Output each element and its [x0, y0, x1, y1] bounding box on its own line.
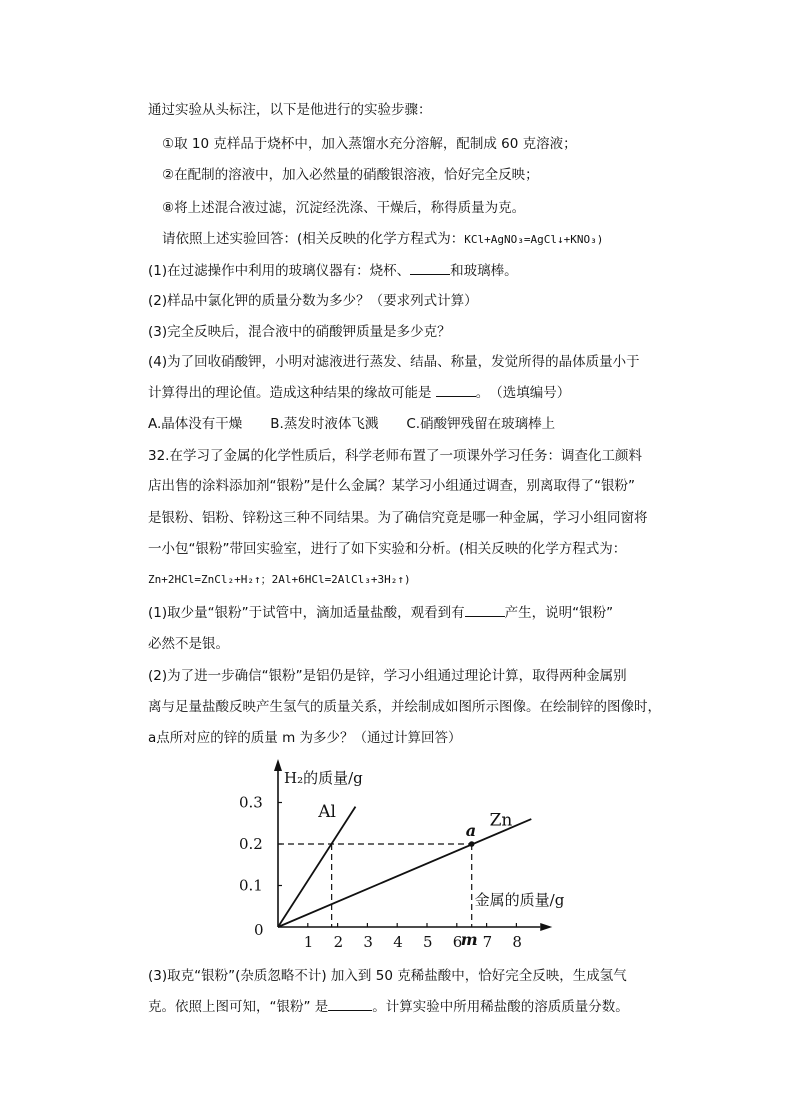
question-32-1-text-a: (1)取少量“银粉”于试管中，滴加适量盐酸，观看到有 [148, 605, 465, 621]
point-a-label: a [465, 821, 477, 840]
series-label-al: Al [318, 802, 336, 823]
answer-blank-32-3[interactable] [328, 997, 372, 1011]
y-tick-label: 0.3 [239, 793, 263, 812]
instruction-equation: KCl+AgNO₃=AgCl↓+KNO₃) [464, 233, 604, 246]
x-tick-label: 4 [393, 933, 403, 951]
question-3: (3)完全反映后，混合液中的硝酸钾质量是多少克？ [148, 324, 451, 340]
question-1-text-a: (1)在过滤操作中利用的玻璃仪器有：烧杯、 [148, 263, 411, 279]
x-tick-label: 3 [363, 933, 373, 951]
y-tick-label: 0.2 [239, 835, 263, 853]
step-1: ①取 10 克样品于烧杯中，加入蒸馏水充分溶解，配制成 60 克溶液； [162, 136, 577, 152]
question-32-2-line-2: 离与足量盐酸反映产生氢气的质量关系，并绘制成如图所示图像。在绘制锌的图像时， [148, 699, 661, 715]
y-tick-label: 0.1 [239, 876, 263, 895]
question-32-3-text-a: 克。依照上图可知，“银粉” 是 [148, 999, 329, 1015]
x-tick-label: 5 [423, 933, 433, 951]
question-2: (2)样品中氯化钾的质量分数为多少？（要求列式计算） [148, 293, 478, 309]
question-1-text-b: 和玻璃棒。 [450, 263, 518, 279]
hydrogen-mass-chart [0, 757, 790, 957]
question-32-3-line-2 [148, 997, 629, 1017]
m-label: m [460, 930, 478, 949]
problem-32-equations: Zn+2HCl=ZnCl₂+H₂↑；2Al+6HCl=2AlCl₃+3H₂↑) [148, 573, 411, 586]
question-4-line-2 [148, 383, 570, 403]
problem-32-line-4: 一小包“银粉”带回实验室，进行了如下实验和分析。(相关反映的化学方程式为： [148, 541, 627, 557]
problem-32-line-3: 是银粉、铝粉、锌粉这三种不同结果。为了确信究竟是哪一种金属，学习小组同窗将 [148, 510, 648, 526]
question-32-2-line-3: a点所对应的锌的质量 m 为多少？（通过计算回答） [148, 730, 462, 746]
series-label-zn: Zn [489, 810, 513, 831]
x-axis-label: 金属的质量/g [474, 891, 565, 909]
instruction-line [162, 229, 603, 250]
option-a: A.晶体没有干燥 [148, 416, 243, 432]
question-32-3-text-b: 。计算实验中所用稀盐酸的溶质质量分数。 [372, 999, 629, 1015]
question-4-text-b: 。 （选填编号） [475, 385, 571, 401]
x-tick-label: 6 [452, 933, 463, 951]
x-tick-label: 2 [333, 933, 344, 951]
problem-32-line-1: 32.在学习了金属的化学性质后，科学老师布置了一项课外学习任务：调查化工颜料 [148, 448, 642, 464]
instruction-text: 请依照上述实验回答：(相关反映的化学方程式为： [162, 231, 465, 247]
answer-blank-4[interactable] [436, 383, 476, 397]
y-axis-label: H₂的质量/g [284, 769, 363, 787]
question-32-1-line-2: 必然不是银。 [148, 636, 229, 652]
origin-label: 0 [254, 921, 264, 939]
question-1 [148, 261, 518, 281]
series-line-al [278, 807, 355, 927]
x-tick-label: 7 [482, 933, 493, 951]
step-2: ②在配制的溶液中，加入必然量的硝酸银溶液，恰好完全反映； [162, 167, 539, 183]
question-32-1-text-b: 产生，说明“银粉” [504, 605, 614, 621]
question-4-line-1: (4)为了回收硝酸钾，小明对滤液进行蒸发、结晶、称量，发觉所得的晶体质量小于 [148, 354, 640, 370]
question-32-3-line-1: (3)取克“银粉”(杂质忽略不计) 加入到 50 克稀盐酸中，恰好完全反映，生成氢气 [148, 968, 627, 984]
answer-blank-32-1[interactable] [465, 603, 505, 617]
question-4-options [148, 414, 555, 434]
option-b: B.蒸发时液体飞溅 [270, 416, 379, 432]
x-tick-label: 8 [512, 933, 522, 951]
x-tick-label: 1 [303, 933, 314, 951]
answer-blank-1[interactable] [410, 261, 450, 275]
option-c: C.硝酸钾残留在玻璃棒上 [406, 416, 556, 432]
series-line-zn [278, 819, 531, 927]
intro-line: 通过实验从头标注，以下是他进行的实验步骤： [148, 102, 432, 118]
point-a [469, 841, 475, 847]
question-32-1 [148, 603, 613, 623]
problem-32-line-2: 店出售的涂料添加剂“银粉”是什么金属？某学习小组通过调查，别离取得了“银粉” [148, 478, 635, 494]
step-3: ⑧将上述混合液过滤，沉淀经洗涤、干燥后，称得质量为克。 [162, 200, 526, 216]
question-4-text-a: 计算得出的理论值。造成这种结果的缘故可能是 [148, 385, 432, 401]
x-axis-arrow [540, 923, 552, 931]
y-axis-arrow [274, 759, 282, 771]
question-32-2-line-1: (2)为了进一步确信“银粉”是铝仍是锌，学习小组通过理论计算，取得两种金属别 [148, 668, 627, 684]
